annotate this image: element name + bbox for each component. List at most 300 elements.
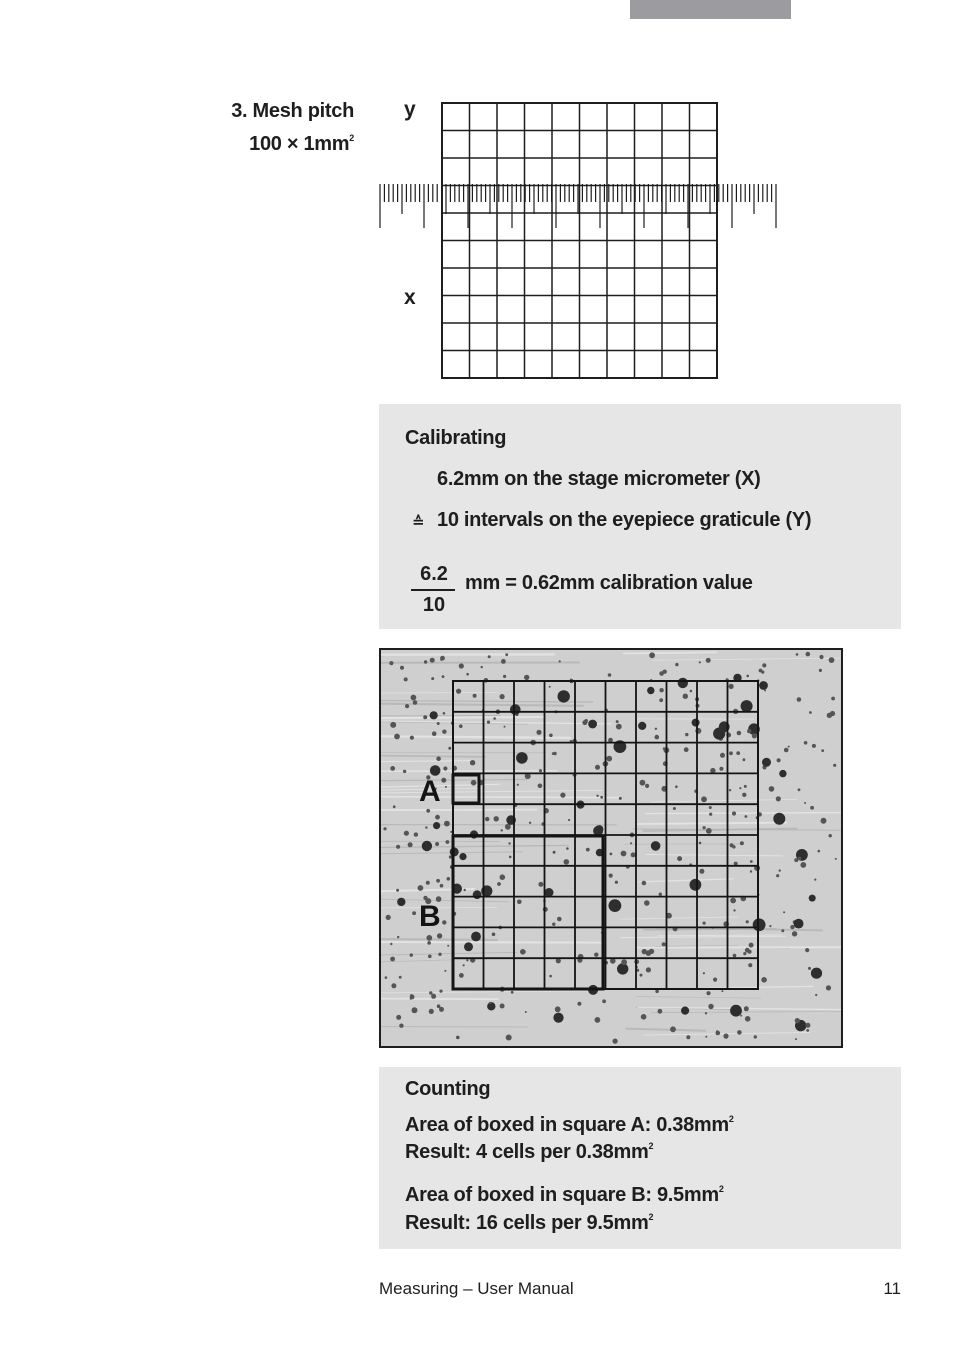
colony-dot	[436, 756, 441, 761]
area-b-sup: 2	[718, 1184, 724, 1194]
colony-dot	[438, 953, 441, 956]
colony-dot	[821, 818, 827, 824]
colony-dot	[539, 769, 542, 772]
colony-dot	[746, 675, 749, 678]
colony-dot	[651, 841, 661, 851]
colony-dot	[445, 786, 447, 788]
colony-dot	[790, 925, 794, 929]
colony-dot	[806, 1029, 809, 1032]
colony-dot	[497, 882, 501, 886]
colony-dot	[410, 953, 413, 956]
colony-dot	[769, 925, 771, 927]
colony-dot	[459, 973, 464, 978]
colony-dot	[559, 660, 561, 662]
colony-dot	[788, 746, 790, 748]
colony-dot	[730, 898, 736, 904]
colony-dot	[779, 869, 781, 871]
area-a-text: Area of boxed in square A: 0.38mm	[405, 1114, 729, 1136]
colony-dot	[646, 967, 651, 972]
colony-dot	[553, 752, 557, 756]
area-b-text: Area of boxed in square B: 9.5mm	[405, 1184, 719, 1206]
result-a-sup: 2	[648, 1141, 654, 1151]
colony-dot	[424, 660, 427, 663]
colony-dot	[456, 1036, 460, 1040]
colony-dot	[781, 929, 784, 932]
colony-dot	[385, 976, 388, 979]
colony-dot	[794, 919, 804, 929]
colony-dot	[737, 1030, 742, 1035]
colony-dot	[555, 1006, 561, 1012]
colony-dot	[485, 817, 489, 821]
colony-dot	[557, 917, 562, 922]
colony-dot	[418, 885, 424, 891]
colony-dot	[701, 796, 707, 802]
colony-dot	[399, 1024, 403, 1028]
colony-dot	[517, 900, 522, 905]
colony-dot	[719, 767, 723, 771]
colony-dot	[684, 747, 689, 752]
colony-dot	[427, 941, 431, 945]
colony-dot	[739, 787, 741, 789]
colony-dot	[729, 751, 733, 755]
colony-dot	[678, 678, 688, 688]
colony-dot	[761, 977, 767, 983]
colony-dot	[538, 882, 543, 887]
colony-dot	[798, 857, 802, 861]
colony-dot	[783, 911, 785, 913]
mesh-heading-value: 100 × 1mm	[249, 133, 350, 155]
box-a-label: A	[419, 775, 441, 808]
colony-dot	[517, 784, 519, 786]
colony-dot	[447, 945, 449, 947]
colony-dot	[804, 802, 806, 804]
streak	[381, 797, 619, 798]
colony-dot	[393, 805, 396, 808]
colony-dot	[411, 695, 417, 701]
colony-dot	[730, 1005, 742, 1017]
colony-dot	[829, 657, 835, 663]
colony-dot	[659, 698, 663, 702]
colony-dot	[647, 687, 654, 694]
colony-dot	[390, 943, 392, 945]
colony-dot	[805, 1023, 810, 1028]
colony-dot	[404, 677, 408, 681]
colony-dot	[412, 911, 416, 915]
colony-dot	[814, 879, 816, 881]
colony-dot	[761, 671, 764, 674]
colony-dot	[594, 953, 598, 957]
colony-dot	[829, 834, 832, 837]
colony-dot	[459, 724, 463, 728]
colony-dot	[721, 990, 723, 992]
colony-dot	[685, 733, 688, 736]
colony-dot	[459, 663, 464, 668]
colony-dot	[610, 853, 613, 856]
colony-dot	[655, 728, 657, 730]
colony-dot	[683, 694, 688, 699]
colony-dot	[390, 766, 395, 771]
colony-dot	[642, 881, 647, 886]
colony-dot	[800, 862, 806, 868]
colony-dot	[536, 730, 541, 735]
colony-dot	[529, 822, 531, 824]
colony-dot	[740, 841, 744, 845]
colony-dot	[435, 815, 440, 820]
colony-dot	[426, 935, 432, 941]
colony-dot	[566, 847, 569, 850]
colony-dot	[397, 936, 399, 938]
colony-dot	[638, 722, 646, 730]
streak	[381, 717, 545, 718]
colony-dot	[549, 734, 553, 738]
result-b-sup: 2	[648, 1212, 654, 1222]
colony-dot	[508, 842, 510, 844]
colony-dot	[494, 816, 499, 821]
streak	[381, 756, 486, 757]
colony-dot	[602, 999, 606, 1003]
colony-dot	[442, 675, 445, 678]
colony-dot	[524, 675, 529, 680]
calibrating-title: Calibrating	[405, 427, 507, 449]
colony-dot	[741, 700, 753, 712]
colony-dot	[489, 1002, 491, 1004]
colony-dot	[410, 998, 412, 1000]
colony-dot	[819, 669, 822, 672]
colony-dot	[716, 1030, 718, 1032]
colony-dot	[649, 652, 655, 658]
colony-dot	[506, 1035, 512, 1041]
colony-dot	[500, 874, 506, 880]
colony-dot	[710, 768, 715, 773]
colony-dot	[386, 915, 391, 920]
colony-dot	[400, 666, 404, 670]
colony-dot	[470, 760, 475, 765]
colony-dot	[762, 663, 766, 667]
colony-dot	[827, 713, 832, 718]
colony-dot	[600, 796, 603, 799]
colony-dot	[553, 1013, 563, 1023]
colony-dot	[703, 972, 705, 974]
colony-dot	[615, 881, 618, 884]
colony-dot	[640, 780, 646, 786]
colony-dot	[391, 983, 396, 988]
colony-dot	[433, 822, 440, 829]
colony-dot	[649, 949, 654, 954]
colony-dot	[437, 722, 440, 725]
streak	[381, 942, 606, 943]
colony-dot	[746, 920, 749, 923]
colony-dot	[410, 736, 414, 740]
section-tab-bar	[630, 0, 791, 19]
colony-dot	[681, 1007, 689, 1015]
colony-dot	[549, 686, 551, 688]
y-axis-label: y	[404, 98, 416, 121]
colony-dot	[744, 785, 747, 788]
colony-dot	[835, 858, 837, 860]
colony-dot	[432, 731, 437, 736]
colony-dot	[413, 700, 418, 705]
colony-dot	[792, 931, 797, 936]
colony-dot	[383, 827, 386, 830]
colony-dot	[745, 1016, 751, 1022]
colony-dot	[705, 1036, 707, 1038]
colony-dot	[729, 684, 734, 689]
colony-dot	[809, 711, 812, 714]
colony-dot	[708, 1004, 713, 1009]
colony-dot	[442, 730, 446, 734]
colony-dot	[390, 722, 396, 728]
colony-dot	[493, 717, 496, 720]
colony-dot	[404, 831, 409, 836]
colony-dot	[752, 733, 757, 738]
colony-dot	[670, 1026, 676, 1032]
colony-dot	[737, 731, 742, 736]
result-a-text: Result: 4 cells per 0.38mm	[405, 1141, 649, 1163]
colony-dot	[690, 879, 702, 891]
colony-dot	[437, 1004, 441, 1008]
colony-dot	[396, 845, 400, 849]
colony-dot	[553, 851, 556, 854]
colony-dot	[560, 793, 565, 798]
equivalence-symbol: ≙	[412, 514, 425, 531]
colony-dot	[503, 675, 506, 678]
colony-dot	[430, 658, 435, 663]
colony-dot	[492, 933, 496, 937]
colony-dot	[608, 673, 612, 677]
colony-dot	[510, 704, 521, 715]
streak	[645, 813, 841, 814]
colony-dot	[500, 1004, 505, 1009]
colony-dot	[759, 681, 768, 690]
colony-dot	[659, 893, 662, 896]
area-a-line	[405, 1114, 734, 1137]
colony-dot	[644, 900, 650, 906]
colony-dot	[428, 955, 432, 959]
colony-dot	[525, 1011, 527, 1013]
colony-dot	[501, 829, 503, 831]
colony-dot	[443, 712, 446, 715]
colony-dot	[655, 990, 659, 994]
colony-dot	[435, 842, 439, 846]
colony-dot	[596, 795, 598, 797]
area-b-line	[405, 1184, 724, 1207]
colony-dot	[733, 909, 735, 911]
colony-dot	[405, 704, 409, 708]
colony-dot	[444, 970, 446, 972]
colony-dot	[811, 968, 822, 979]
colony-dot	[690, 690, 693, 693]
colony-dot	[703, 922, 706, 925]
colony-dot	[742, 793, 746, 797]
colony-dot	[663, 747, 666, 750]
colony-dot	[705, 1012, 707, 1014]
footer-title: Measuring – User Manual	[379, 1279, 574, 1298]
calibrating-line-graticule: 10 intervals on the eyepiece graticule (Y)	[437, 509, 812, 531]
colony-dot	[706, 828, 712, 834]
colony-dot	[658, 1009, 663, 1014]
colony-dot	[749, 943, 754, 948]
colony-dot	[720, 753, 725, 758]
colony-dot	[753, 918, 766, 931]
colony-dot	[545, 888, 554, 897]
colony-dot	[426, 809, 430, 813]
colony-dot	[640, 974, 643, 977]
colony-dot	[595, 1017, 601, 1023]
colony-dot	[511, 991, 514, 994]
colony-dot	[577, 1002, 581, 1006]
colony-dot	[431, 994, 436, 999]
colony-dot	[784, 748, 789, 753]
colony-dot	[810, 806, 814, 810]
colony-dot	[776, 796, 781, 801]
streak	[381, 939, 498, 940]
page-number: 11	[883, 1279, 901, 1298]
colony-dot	[621, 851, 627, 857]
colony-dot	[473, 694, 477, 698]
colony-dot	[390, 957, 395, 962]
colony-dot	[754, 1035, 757, 1038]
colony-dot	[437, 933, 442, 938]
colony-dot	[663, 670, 667, 674]
colony-dot	[442, 920, 446, 924]
colony-dot	[595, 765, 600, 770]
streak	[381, 999, 499, 1000]
colony-dot	[748, 950, 752, 954]
colony-dot	[397, 898, 405, 906]
calibration-result: mm = 0.62mm calibration value	[465, 572, 753, 594]
colony-dot	[706, 991, 710, 995]
mesh-heading-line2	[190, 125, 354, 158]
colony-dot	[804, 741, 808, 745]
colony-dot	[423, 715, 427, 719]
cell-count-photo	[379, 648, 843, 1048]
colony-dot	[641, 1014, 647, 1020]
colony-dot	[444, 821, 450, 827]
colony-dot	[505, 653, 508, 656]
colony-dot	[769, 786, 775, 792]
colony-dot	[582, 720, 587, 725]
colony-dot	[777, 758, 781, 762]
colony-dot	[426, 881, 430, 885]
colony-dot	[675, 785, 678, 788]
colony-dot	[819, 655, 823, 659]
mesh-grid-diagram	[376, 100, 786, 382]
colony-dot	[412, 1007, 418, 1013]
colony-dot	[795, 1018, 800, 1023]
colony-dot	[394, 734, 400, 740]
colony-dot	[568, 819, 570, 821]
colony-dot	[456, 689, 461, 694]
colony-dot	[673, 807, 676, 810]
colony-dot	[616, 720, 619, 723]
colony-dot	[425, 826, 427, 828]
colony-dot	[609, 874, 613, 878]
x-axis-label: x	[404, 286, 416, 309]
colony-dot	[645, 784, 649, 788]
colony-dot	[588, 720, 597, 729]
mesh-heading-line1: 3. Mesh pitch	[231, 100, 354, 122]
colony-dot	[706, 658, 711, 663]
colony-dot	[408, 842, 413, 847]
colony-dot	[447, 877, 451, 881]
colony-dot	[733, 954, 737, 958]
box-b-label: B	[419, 900, 441, 933]
fraction-bar	[411, 589, 455, 591]
colony-dot	[516, 752, 528, 764]
calibrating-line-micrometer: 6.2mm on the stage micrometer (X)	[437, 468, 761, 490]
colony-dot	[448, 747, 451, 750]
colony-dot	[743, 758, 746, 761]
colony-dot	[538, 784, 543, 789]
colony-dot	[662, 942, 666, 946]
colony-dot	[675, 663, 678, 666]
colony-dot	[776, 874, 779, 877]
colony-dot	[655, 735, 660, 740]
colony-dot	[439, 990, 442, 993]
colony-dot	[630, 842, 632, 844]
colony-dot	[558, 690, 570, 702]
colony-dot	[812, 744, 816, 748]
colony-dot	[621, 959, 627, 965]
colony-dot	[821, 749, 824, 752]
colony-dot	[389, 661, 393, 665]
colony-dot	[471, 780, 477, 786]
colony-dot	[709, 806, 712, 809]
colony-dot	[466, 673, 469, 676]
colony-dot	[441, 778, 446, 783]
colony-dot	[732, 845, 735, 848]
colony-dot	[686, 1035, 690, 1039]
colony-dot	[809, 895, 816, 902]
colony-dot	[750, 870, 752, 872]
colony-dot	[745, 815, 748, 818]
colony-dot	[505, 824, 511, 830]
colony-dot	[703, 826, 706, 829]
colony-dot	[818, 850, 821, 853]
colony-dot	[403, 770, 406, 773]
calibrating-panel	[379, 404, 901, 629]
colony-dot	[586, 848, 590, 852]
colony-dot	[430, 711, 438, 719]
colony-dot	[606, 756, 612, 762]
colony-dot	[464, 942, 473, 951]
colony-dot	[736, 751, 740, 755]
colony-dot	[631, 852, 636, 857]
mesh-grid-lines	[442, 103, 717, 378]
colony-dot	[464, 889, 466, 891]
result-b-line	[405, 1212, 653, 1235]
counting-panel	[379, 1067, 901, 1249]
colony-dot	[659, 688, 663, 692]
colony-dot	[520, 949, 526, 955]
colony-dot	[797, 697, 802, 702]
colony-dot	[773, 813, 785, 825]
colony-dot	[740, 1015, 742, 1017]
colony-dot	[747, 729, 751, 733]
colony-dot	[833, 764, 836, 767]
mesh-pitch-heading	[190, 98, 354, 158]
colony-dot	[723, 1034, 728, 1039]
colony-dot	[699, 661, 701, 663]
colony-dot	[795, 1038, 797, 1040]
colony-dot	[436, 879, 440, 883]
colony-dot	[713, 978, 717, 982]
colony-dot	[642, 949, 647, 954]
result-a-line	[405, 1141, 653, 1164]
area-a-sup: 2	[728, 1114, 734, 1124]
colony-dot	[396, 1015, 401, 1020]
colony-dot	[729, 789, 731, 791]
